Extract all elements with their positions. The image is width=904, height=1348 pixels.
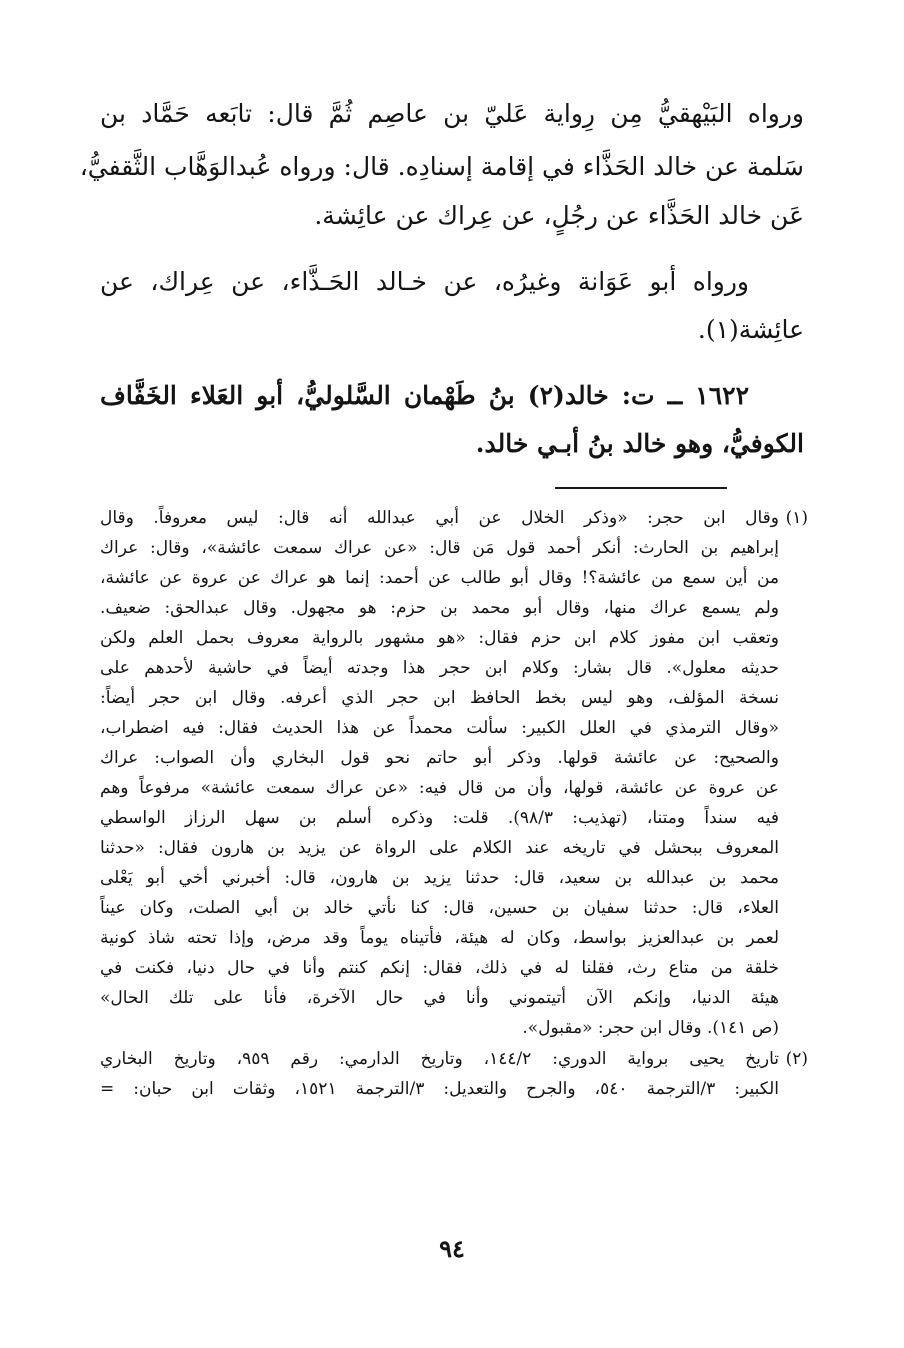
main-text-line: سَلمة عن خالد الحَذَّاء في إقامة إسنادِه. قال: ورواه عُبدالوَهَّاب الثَّقفيُّ، xyxy=(79,152,804,181)
footnote-line: خلقة من متاع رث، فقلنا له في ذلك، فقال: إنكم كنتم وأنا في حال دنيا، فكنت في xyxy=(100,958,779,978)
footnote-line: المعروف ببحشل في تاريخه عند الكلام على الرواة عن يزيد بن هارون فقال: «حدثنا xyxy=(100,838,779,858)
footnote-line: والصحيح: عن عائشة قولها. وذكر أبو حاتم نحو قول البخاري وأن الصواب: عراك xyxy=(100,748,779,768)
entry-heading-line: الكوفيُّ، وهو خالد بنُ أبـي خالد. xyxy=(475,429,804,458)
footnote-line: العلاء، قال: حدثنا سفيان بن حسين، قال: كنا نأتي خالد بن أبي الصلت، وكان عيناً xyxy=(100,898,779,918)
footnote-line: عن عروة عن عائشة، قولها، وأن من قال فيه: «عن عراك سمعت عائشة» مرفوعاً وهم xyxy=(100,778,779,798)
footnote-line: من أين سمع من عائشة؟! وقال أبو طالب عن أحمد: إنما هو عراك عن عروة عن عائشة، xyxy=(100,568,779,588)
footnote-line: نسخة المؤلف، وهو ليس بخط الحافظ ابن حجر الذي أعرفه. وقال ابن حجر أيضاً: xyxy=(100,688,779,708)
page-number: ٩٤ xyxy=(439,1234,465,1263)
footnote-marker: (١) xyxy=(785,508,808,528)
footnote-marker: (٢) xyxy=(785,1049,808,1069)
entry-heading-line: ١٦٢٢ ــ ت: خالد(٢) بنُ طَهْمان السَّلوليُّ، أبو العَلاء الخَفَّاف xyxy=(100,381,749,410)
main-text-line: عائِشة(١). xyxy=(697,315,804,344)
footnote-separator xyxy=(555,487,727,489)
main-text-line: عَن خالد الحَذَّاء عن رجُلٍ، عن عِراك عن عائِشة. xyxy=(314,201,804,230)
main-text-line: ورواه البَيْهقيُّ مِن رِواية عَليّ بن عاصِم ثُمَّ قال: تابَعه حَمَّاد بن xyxy=(100,99,804,128)
footnote-line: (ص ١٤١). وقال ابن حجر: «مقبول». xyxy=(522,1018,779,1038)
footnote-line: ولم يسمع عراك منها، وقال أبو محمد بن حزم: هو مجهول. وقال عبدالحق: ضعيف. xyxy=(100,598,779,618)
footnote-line: الكبير: ٣/الترجمة ٥٤٠، والجرح والتعديل: ٣/الترجمة ١٥٢١، وثقات ابن حبان: = xyxy=(100,1079,780,1099)
footnote-line: هيئة الدنيا، وإنكم الآن أتيتموني وأنا في حال الآخرة، فأنا على تلك الحال» xyxy=(100,988,779,1008)
footnote-line: إبراهيم بن الحارث: أنكر أحمد قول مَن قال: «عن عراك سمعت عائشة»، وقال: عراك xyxy=(100,538,779,558)
footnote-line: تاريخ يحيى برواية الدوري: ١٤٤/٢، وتاريخ الدارمي: رقم ٩٥٩، وتاريخ البخاري xyxy=(100,1049,779,1069)
main-text-line: ورواه أبو عَوَانة وغيرُه، عن خـالد الحَـذَّاء، عن عِراك، عن xyxy=(100,267,749,296)
footnote-line: حديثه معلول». قال بشار: وكلام ابن حجر هذا وجدته أيضاً في حاشية لأحدهم على xyxy=(100,658,779,678)
footnote-line: فيه سنداً ومتنا، (تهذيب: ٩٨/٣). قلت: وذكره أسلم بن سهل الرزاز الواسطي xyxy=(100,808,779,828)
footnote-line: محمد بن عبدالله بن سعيد، قال: حدثنا يزيد بن هارون، قال: أخبرني أخي أبو يَعْلى xyxy=(100,868,779,888)
footnote-line: وقال ابن حجر: «وذكر الخلال عن أبي عبدالله أنه قال: ليس معروفاً. وقال xyxy=(100,508,779,528)
footnote-line: لعمر بن عبدالعزيز بواسط، وكان له هيئة، فأتيناه يوماً وقد مرض، وإذا تحته شاذ كونية xyxy=(100,928,779,948)
footnote-line: وتعقب ابن مفوز كلام ابن حزم فقال: «هو مشهور بالرواية معروف بحمل العلم ولكن xyxy=(100,628,779,648)
footnote-line: «وقال الترمذي في العلل الكبير: سألت محمداً عن هذا الحديث فقال: فيه اضطراب، xyxy=(100,718,779,738)
